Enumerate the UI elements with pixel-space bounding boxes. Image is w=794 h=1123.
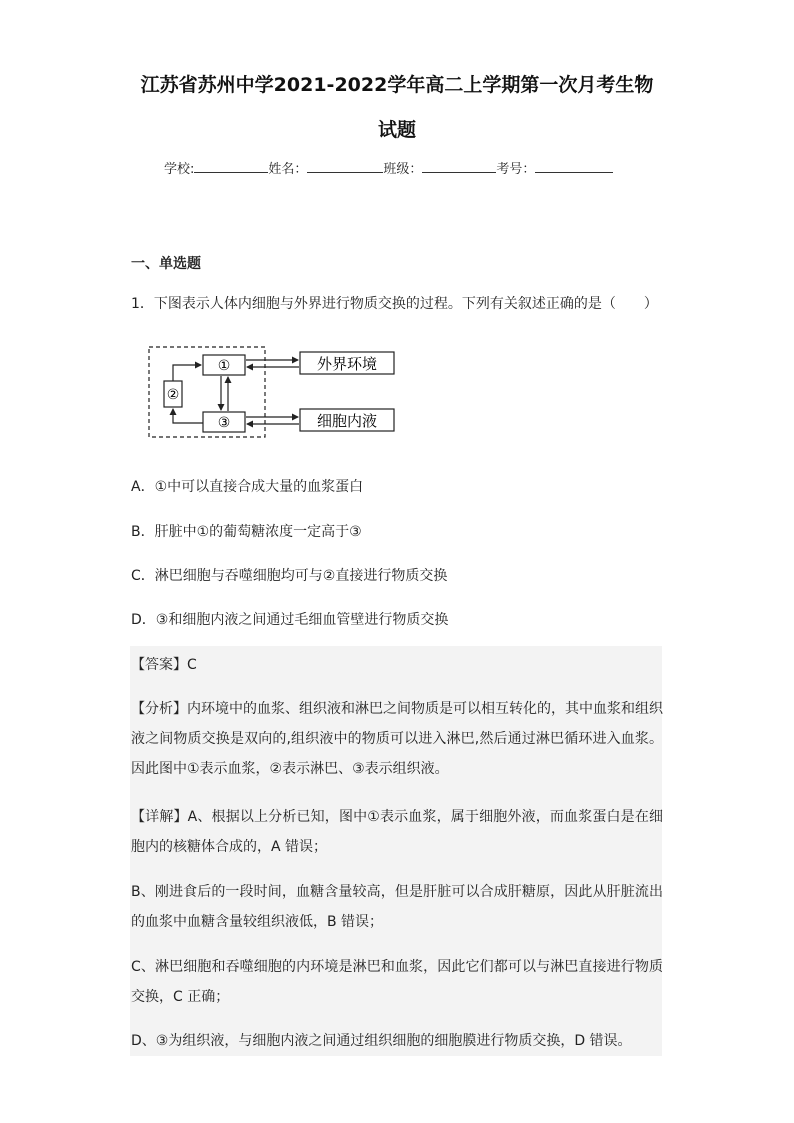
detail-tag: 【详解】: [131, 809, 188, 825]
external-environment-label: 外界环境: [316, 355, 378, 373]
intracellular-fluid-label: 细胞内液: [316, 412, 378, 430]
document-title-line2: 试题: [377, 119, 416, 141]
arrow-2-to-1: [173, 365, 201, 381]
class-blank[interactable]: [422, 158, 496, 173]
class-label: 班级：: [383, 162, 423, 177]
exchange-diagram: [145, 343, 400, 443]
name-label: 姓名：: [268, 162, 308, 177]
detail-a-text: A、根据以上分析已知，图中①表示血浆，属于细胞外液，而血浆蛋白是在细胞内的核糖体合成的，A 错误；: [131, 809, 663, 855]
box-2-label: ②: [166, 387, 180, 403]
option-b: B．肝脏中①的葡萄糖浓度一定高于③: [131, 524, 362, 540]
section-heading: 一、单选题: [131, 256, 201, 272]
analysis-text: 内环境中的血浆、组织液和淋巴之间物质是可以相互转化的，其中血浆和组织液之间物质交换是双向的,组织液中的物质可以进入淋巴,然后通过淋巴循环进入血浆。因此图中①表示血浆，②表示淋巴、③表示组织液。: [131, 701, 663, 777]
analysis-tag: 【分析】: [131, 701, 187, 717]
name-blank[interactable]: [307, 158, 383, 173]
box-3-label: ③: [217, 415, 231, 431]
school-label: 学校:: [164, 162, 195, 177]
exam-no-blank[interactable]: [535, 158, 613, 173]
student-info-fields: [164, 158, 613, 177]
exam-no-label: 考号：: [496, 162, 536, 177]
box-1-label: ①: [217, 358, 231, 374]
document-title-line1: 江苏省苏州中学2021-2022学年高二上学期第一次月考生物: [140, 74, 654, 96]
detail-b-paragraph: B、刚进食后的一段时间，血糖含量较高，但是肝脏可以合成肝糖原，因此从肝脏流出的血浆中血糖含量较组织液低，B 错误；: [131, 884, 663, 930]
answer-line: 【答案】C: [131, 657, 197, 673]
detail-d-paragraph: D、③为组织液，与细胞内液之间通过组织细胞的细胞膜进行物质交换，D 错误。: [131, 1033, 632, 1049]
school-blank[interactable]: [194, 158, 268, 173]
option-c: C．淋巴细胞与吞噬细胞均可与②直接进行物质交换: [131, 568, 448, 584]
option-d: D．③和细胞内液之间通过毛细血管壁进行物质交换: [131, 612, 449, 628]
detail-a-paragraph: [131, 802, 663, 862]
question-stem: 1．下图表示人体内细胞与外界进行物质交换的过程。下列有关叙述正确的是（ ）: [131, 296, 658, 312]
arrow-3-to-2: [173, 409, 203, 423]
option-a: A．①中可以直接合成大量的血浆蛋白: [131, 479, 364, 495]
detail-c-paragraph: C、淋巴细胞和吞噬细胞的内环境是淋巴和血浆，因此它们都可以与淋巴直接进行物质交换，C 正确；: [131, 959, 663, 1005]
analysis-paragraph: [131, 694, 663, 784]
